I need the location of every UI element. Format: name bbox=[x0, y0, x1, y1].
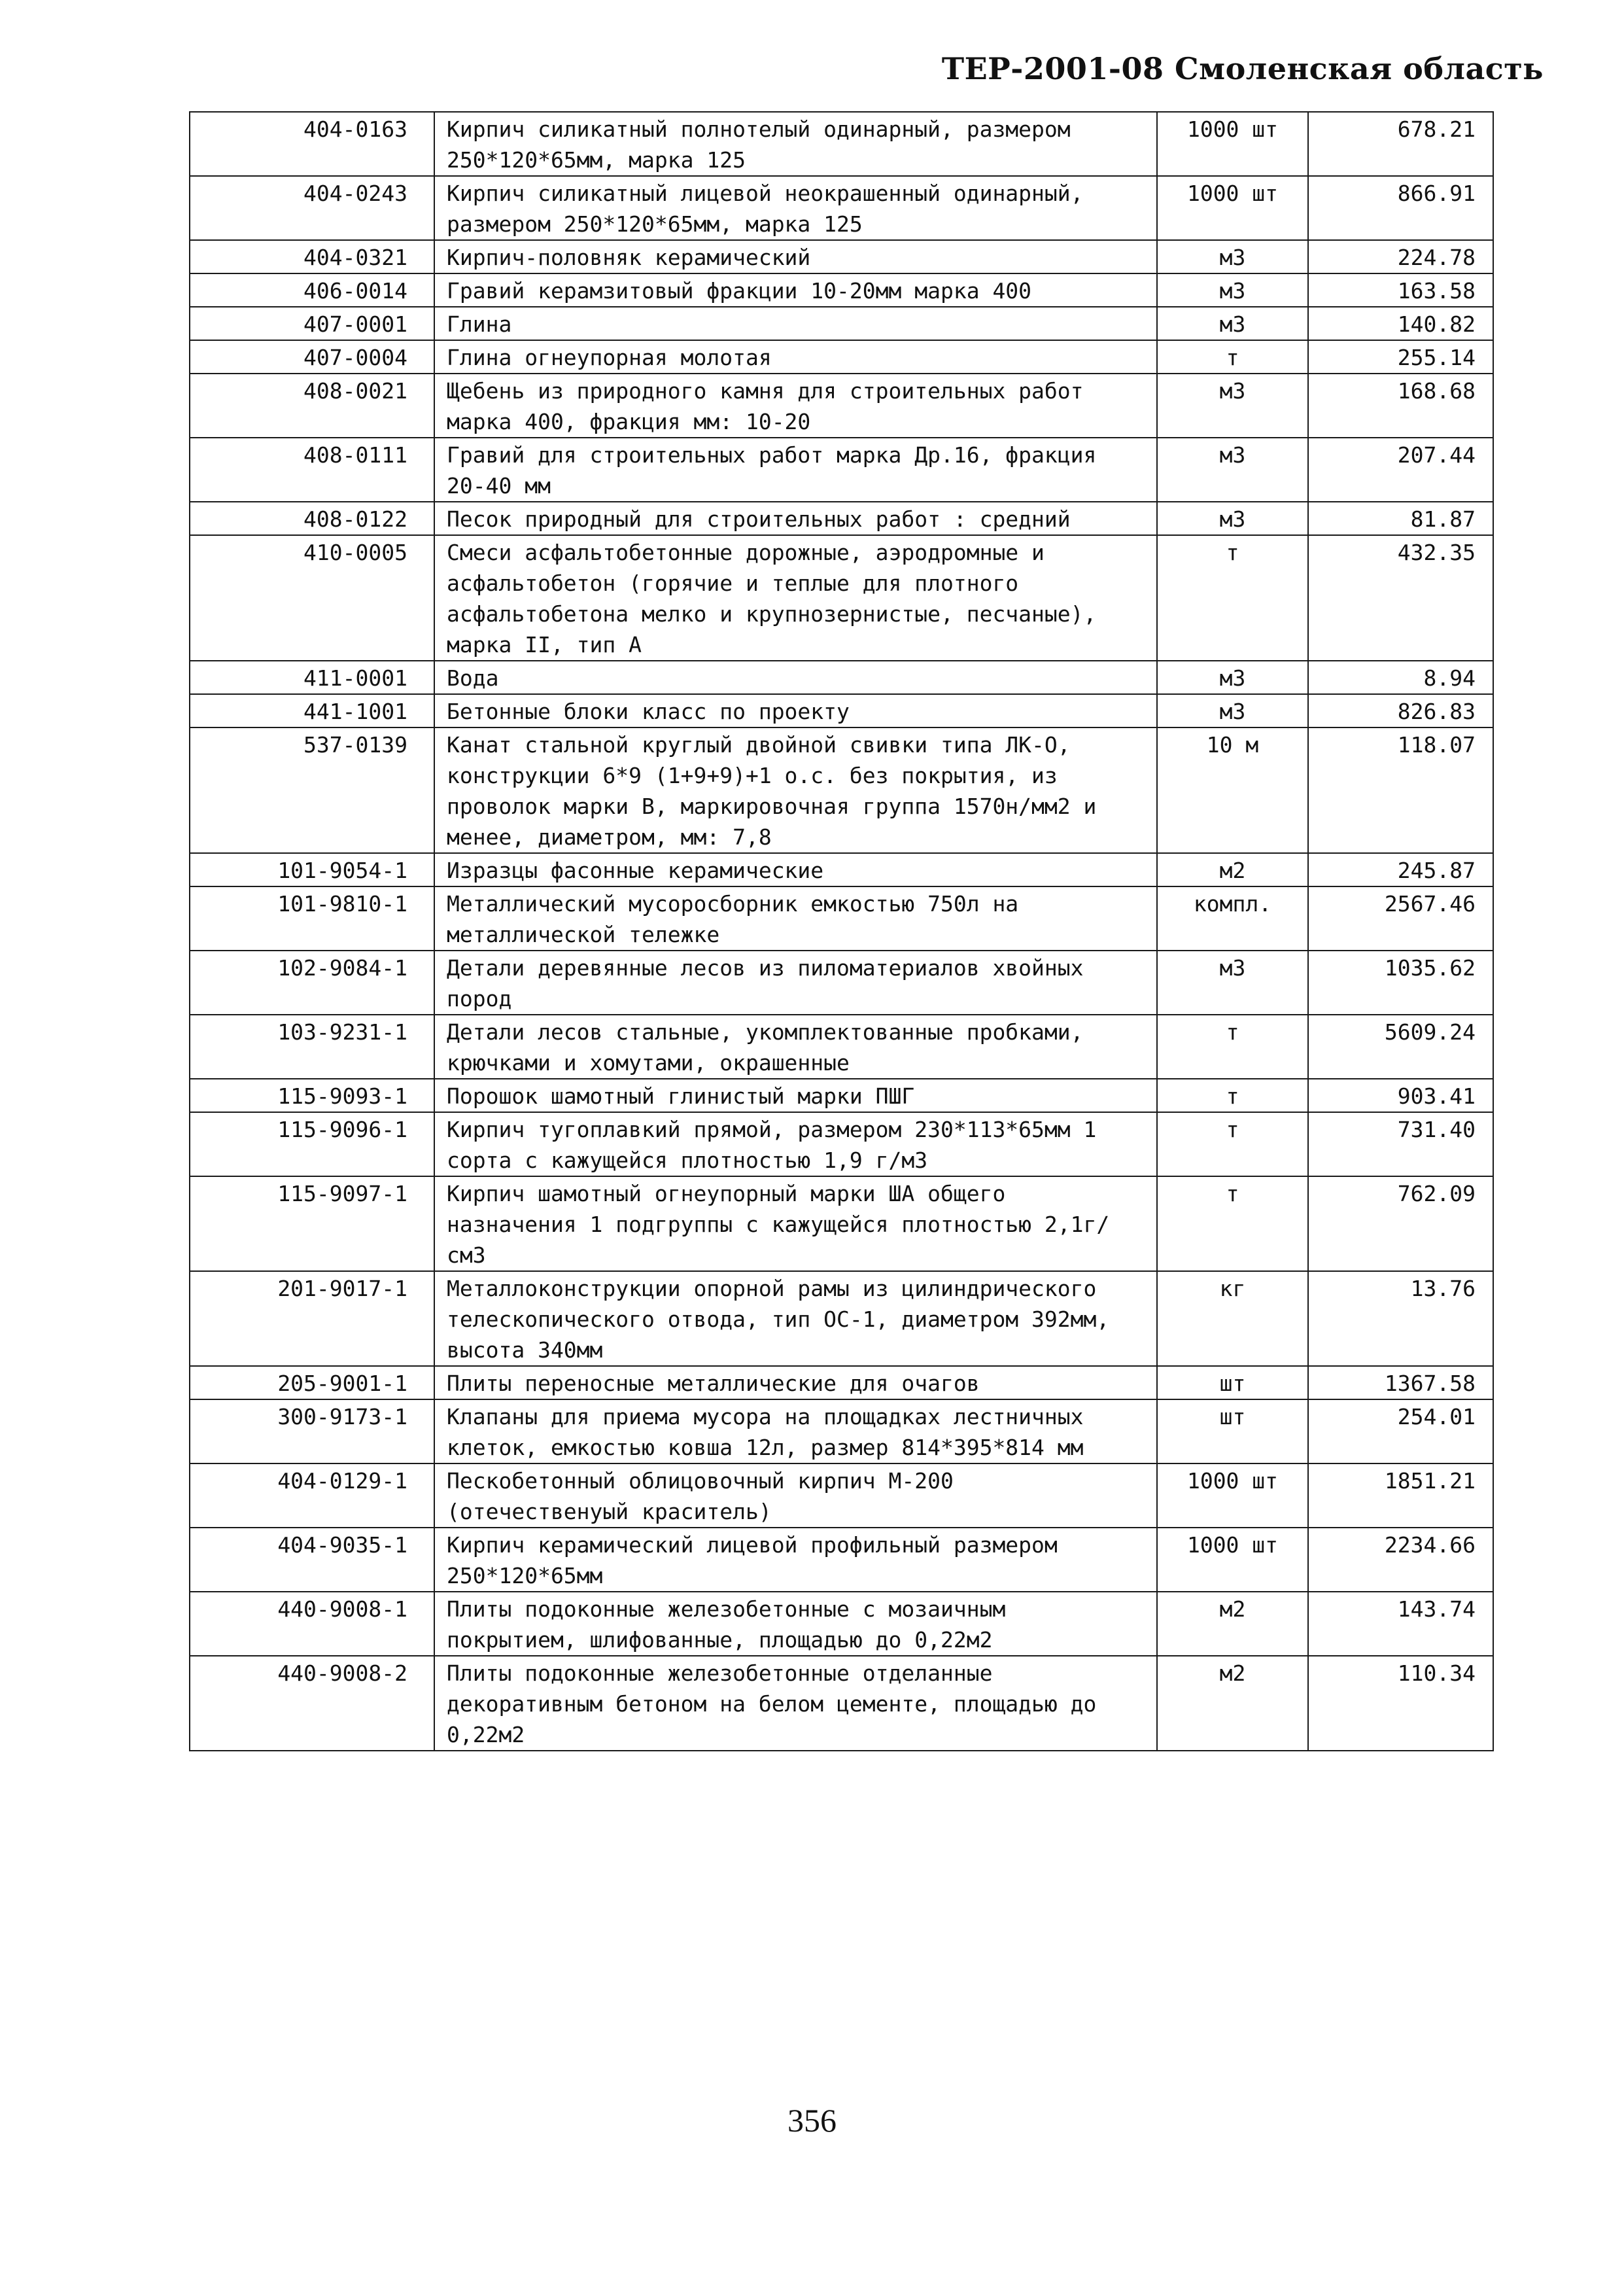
price-cell: 224.78 bbox=[1308, 240, 1493, 273]
resource-name-cell: Клапаны для приема мусора на площадках лестничных клеток, емкостью ковша 12л, размер 814*395*814 мм bbox=[434, 1399, 1157, 1463]
resource-name-cell: Детали деревянные лесов из пиломатериалов хвойных пород bbox=[434, 951, 1157, 1015]
resource-code-cell: 115-9093-1 bbox=[190, 1079, 434, 1112]
resource-name-cell: Гравий керамзитовый фракции 10-20мм марка 400 bbox=[434, 273, 1157, 307]
price-cell: 118.07 bbox=[1308, 727, 1493, 853]
unit-cell: м2 bbox=[1157, 853, 1308, 886]
table-row bbox=[190, 1463, 1493, 1528]
table-row bbox=[190, 1592, 1493, 1656]
resource-code-cell: 440-9008-2 bbox=[190, 1656, 434, 1751]
unit-cell: т bbox=[1157, 1015, 1308, 1079]
price-cell: 826.83 bbox=[1308, 694, 1493, 727]
price-cell: 1851.21 bbox=[1308, 1463, 1493, 1528]
resource-name-cell: Кирпич керамический лицевой профильный размером 250*120*65мм bbox=[434, 1528, 1157, 1592]
unit-cell: м3 bbox=[1157, 240, 1308, 273]
unit-cell: м3 bbox=[1157, 951, 1308, 1015]
price-cell: 2234.66 bbox=[1308, 1528, 1493, 1592]
unit-cell: т bbox=[1157, 1112, 1308, 1176]
table-row bbox=[190, 340, 1493, 374]
resource-code-cell: 101-9810-1 bbox=[190, 886, 434, 951]
document-title: ТЕР-2001-08 Смоленская область bbox=[941, 51, 1544, 86]
resource-code-cell: 407-0001 bbox=[190, 307, 434, 340]
table-row bbox=[190, 1399, 1493, 1463]
resource-code-cell: 101-9054-1 bbox=[190, 853, 434, 886]
resource-code-cell: 300-9173-1 bbox=[190, 1399, 434, 1463]
table-row bbox=[190, 1366, 1493, 1399]
resource-name-cell: Гравий для строительных работ марка Др.16, фракция 20-40 мм bbox=[434, 438, 1157, 502]
resource-name-cell: Глина огнеупорная молотая bbox=[434, 340, 1157, 374]
price-cell: 207.44 bbox=[1308, 438, 1493, 502]
price-cell: 866.91 bbox=[1308, 176, 1493, 240]
price-cell: 245.87 bbox=[1308, 853, 1493, 886]
price-cell: 731.40 bbox=[1308, 1112, 1493, 1176]
unit-cell: м3 bbox=[1157, 273, 1308, 307]
unit-cell: м3 bbox=[1157, 307, 1308, 340]
resource-name-cell: Песок природный для строительных работ : средний bbox=[434, 502, 1157, 535]
resource-name-cell: Порошок шамотный глинистый марки ПШГ bbox=[434, 1079, 1157, 1112]
table-row bbox=[190, 1015, 1493, 1079]
price-cell: 432.35 bbox=[1308, 535, 1493, 661]
price-cell: 678.21 bbox=[1308, 112, 1493, 176]
resource-name-cell: Плиты подоконные железобетонные с мозаичным покрытием, шлифованные, площадью до 0,22м2 bbox=[434, 1592, 1157, 1656]
resource-code-cell: 102-9084-1 bbox=[190, 951, 434, 1015]
price-cell: 903.41 bbox=[1308, 1079, 1493, 1112]
resource-code-cell: 408-0021 bbox=[190, 374, 434, 438]
resource-code-cell: 537-0139 bbox=[190, 727, 434, 853]
page-number: 356 bbox=[787, 2102, 837, 2139]
table-row bbox=[190, 1112, 1493, 1176]
table-row bbox=[190, 1176, 1493, 1271]
table-row bbox=[190, 307, 1493, 340]
unit-cell: м2 bbox=[1157, 1656, 1308, 1751]
resource-code-cell: 407-0004 bbox=[190, 340, 434, 374]
resource-code-cell: 404-9035-1 bbox=[190, 1528, 434, 1592]
resource-name-cell: Канат стальной круглый двойной свивки типа ЛК-О, конструкции 6*9 (1+9+9)+1 о.с. без покрытия, из проволок марки В, маркировочная группа 1570н/мм2 и менее, диаметром, мм: 7,8 bbox=[434, 727, 1157, 853]
table-row bbox=[190, 273, 1493, 307]
table-row bbox=[190, 535, 1493, 661]
resource-code-cell: 205-9001-1 bbox=[190, 1366, 434, 1399]
resource-code-cell: 103-9231-1 bbox=[190, 1015, 434, 1079]
resource-code-cell: 440-9008-1 bbox=[190, 1592, 434, 1656]
unit-cell: т bbox=[1157, 1176, 1308, 1271]
unit-cell: т bbox=[1157, 1079, 1308, 1112]
price-cell: 110.34 bbox=[1308, 1656, 1493, 1751]
price-cell: 13.76 bbox=[1308, 1271, 1493, 1366]
resource-code-cell: 404-0129-1 bbox=[190, 1463, 434, 1528]
resource-name-cell: Детали лесов стальные, укомплектованные пробками, крючками и хомутами, окрашенные bbox=[434, 1015, 1157, 1079]
table-row bbox=[190, 374, 1493, 438]
unit-cell: т bbox=[1157, 535, 1308, 661]
unit-cell: м3 bbox=[1157, 438, 1308, 502]
price-cell: 168.68 bbox=[1308, 374, 1493, 438]
unit-cell: компл. bbox=[1157, 886, 1308, 951]
unit-cell: м3 bbox=[1157, 694, 1308, 727]
unit-cell: 1000 шт bbox=[1157, 112, 1308, 176]
unit-cell: м2 bbox=[1157, 1592, 1308, 1656]
unit-cell: м3 bbox=[1157, 661, 1308, 694]
unit-cell: м3 bbox=[1157, 374, 1308, 438]
resource-name-cell: Кирпич-половняк керамический bbox=[434, 240, 1157, 273]
table-row bbox=[190, 1528, 1493, 1592]
table-row bbox=[190, 886, 1493, 951]
resource-code-cell: 115-9096-1 bbox=[190, 1112, 434, 1176]
resource-code-cell: 115-9097-1 bbox=[190, 1176, 434, 1271]
unit-cell: 1000 шт bbox=[1157, 1528, 1308, 1592]
price-cell: 2567.46 bbox=[1308, 886, 1493, 951]
price-cell: 255.14 bbox=[1308, 340, 1493, 374]
resource-name-cell: Щебень из природного камня для строительных работ марка 400, фракция мм: 10-20 bbox=[434, 374, 1157, 438]
table-row bbox=[190, 240, 1493, 273]
resource-name-cell: Плиты переносные металлические для очагов bbox=[434, 1366, 1157, 1399]
price-cell: 140.82 bbox=[1308, 307, 1493, 340]
unit-cell: шт bbox=[1157, 1399, 1308, 1463]
unit-cell: м3 bbox=[1157, 502, 1308, 535]
table-row bbox=[190, 727, 1493, 853]
resource-code-cell: 408-0122 bbox=[190, 502, 434, 535]
resource-name-cell: Бетонные блоки класс по проекту bbox=[434, 694, 1157, 727]
price-cell: 5609.24 bbox=[1308, 1015, 1493, 1079]
resource-code-cell: 411-0001 bbox=[190, 661, 434, 694]
table-row bbox=[190, 1656, 1493, 1751]
unit-cell: 1000 шт bbox=[1157, 176, 1308, 240]
resource-code-cell: 408-0111 bbox=[190, 438, 434, 502]
resource-name-cell: Смеси асфальтобетонные дорожные, аэродромные и асфальтобетон (горячие и теплые для плотного асфальтобетона мелко и крупнозернистые, песчаные), марка II, тип А bbox=[434, 535, 1157, 661]
resource-name-cell: Изразцы фасонные керамические bbox=[434, 853, 1157, 886]
table-row bbox=[190, 502, 1493, 535]
price-cell: 163.58 bbox=[1308, 273, 1493, 307]
resource-name-cell: Кирпич шамотный огнеупорный марки ША общего назначения 1 подгруппы с кажущейся плотностью 2,1г/см3 bbox=[434, 1176, 1157, 1271]
unit-cell: шт bbox=[1157, 1366, 1308, 1399]
price-cell: 81.87 bbox=[1308, 502, 1493, 535]
resource-code-cell: 404-0243 bbox=[190, 176, 434, 240]
price-table-body bbox=[190, 112, 1493, 1751]
table-row bbox=[190, 112, 1493, 176]
price-cell: 762.09 bbox=[1308, 1176, 1493, 1271]
resource-name-cell: Металлоконструкции опорной рамы из цилиндрического телескопического отвода, тип ОС-1, диаметром 392мм, высота 340мм bbox=[434, 1271, 1157, 1366]
unit-cell: 1000 шт bbox=[1157, 1463, 1308, 1528]
resource-code-cell: 406-0014 bbox=[190, 273, 434, 307]
price-cell: 8.94 bbox=[1308, 661, 1493, 694]
resource-name-cell: Плиты подоконные железобетонные отделанные декоративным бетоном на белом цементе, площадью до 0,22м2 bbox=[434, 1656, 1157, 1751]
resource-code-cell: 404-0321 bbox=[190, 240, 434, 273]
resource-name-cell: Вода bbox=[434, 661, 1157, 694]
unit-cell: 10 м bbox=[1157, 727, 1308, 853]
unit-cell: т bbox=[1157, 340, 1308, 374]
resource-name-cell: Кирпич силикатный лицевой неокрашенный одинарный, размером 250*120*65мм, марка 125 bbox=[434, 176, 1157, 240]
resource-code-cell: 410-0005 bbox=[190, 535, 434, 661]
price-cell: 254.01 bbox=[1308, 1399, 1493, 1463]
table-row bbox=[190, 438, 1493, 502]
table-row bbox=[190, 951, 1493, 1015]
price-cell: 143.74 bbox=[1308, 1592, 1493, 1656]
price-cell: 1367.58 bbox=[1308, 1366, 1493, 1399]
price-cell: 1035.62 bbox=[1308, 951, 1493, 1015]
resource-name-cell: Металлический мусоросборник емкостью 750л на металлической тележке bbox=[434, 886, 1157, 951]
table-row bbox=[190, 694, 1493, 727]
resource-name-cell: Пескобетонный облицовочный кирпич М-200 (отечественуый краситель) bbox=[434, 1463, 1157, 1528]
resource-code-cell: 404-0163 bbox=[190, 112, 434, 176]
table-row bbox=[190, 1079, 1493, 1112]
table-row bbox=[190, 661, 1493, 694]
table-row bbox=[190, 1271, 1493, 1366]
price-table bbox=[189, 111, 1494, 1751]
resource-name-cell: Глина bbox=[434, 307, 1157, 340]
unit-cell: кг bbox=[1157, 1271, 1308, 1366]
resource-code-cell: 201-9017-1 bbox=[190, 1271, 434, 1366]
resource-code-cell: 441-1001 bbox=[190, 694, 434, 727]
table-row bbox=[190, 853, 1493, 886]
resource-name-cell: Кирпич тугоплавкий прямой, размером 230*113*65мм 1 сорта с кажущейся плотностью 1,9 г/м3 bbox=[434, 1112, 1157, 1176]
resource-name-cell: Кирпич силикатный полнотелый одинарный, размером 250*120*65мм, марка 125 bbox=[434, 112, 1157, 176]
table-row bbox=[190, 176, 1493, 240]
